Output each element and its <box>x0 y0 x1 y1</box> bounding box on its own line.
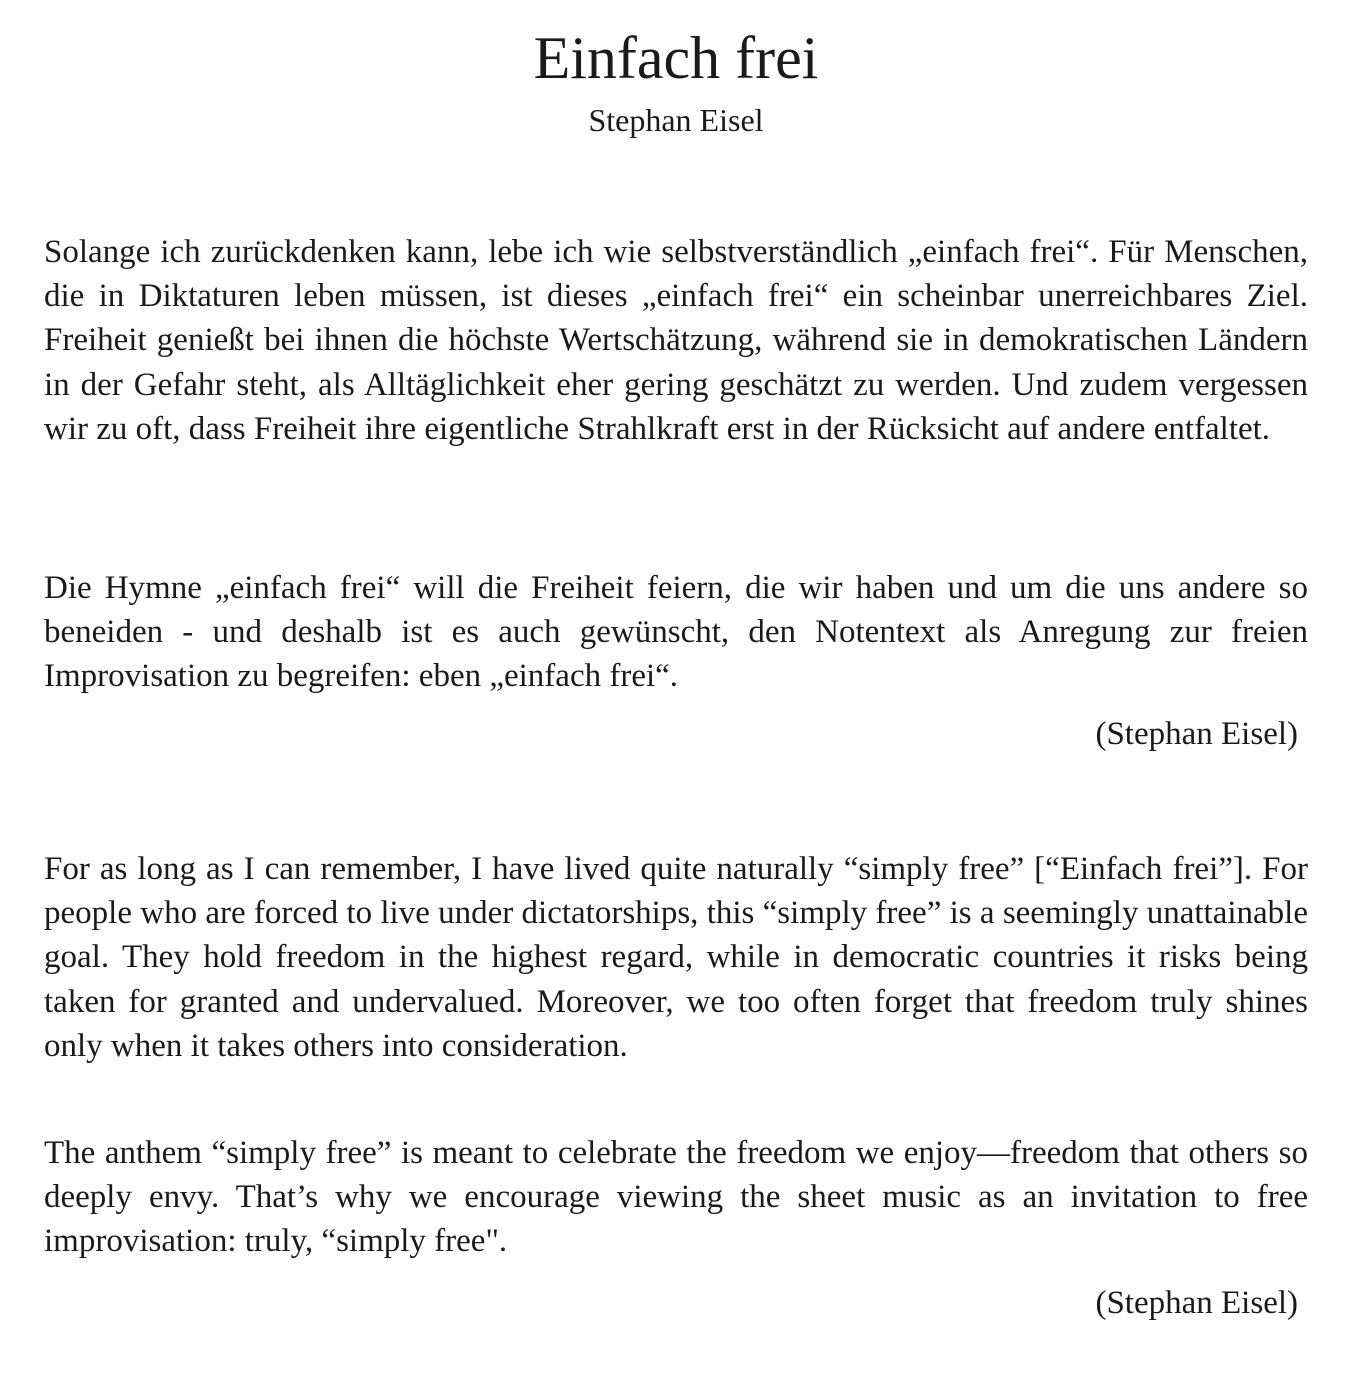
document-author: Stephan Eisel <box>588 102 764 138</box>
german-paragraph-2: Die Hymne „einfach frei“ will die Freiheit feiern, die wir haben und um die uns andere so beneiden - und deshalb ist es auch gewünscht, den Notentext als Anregung zur freien Improvisation zu begreifen: eben „einfach frei“. <box>44 570 1308 695</box>
document-title: Einfach frei <box>533 25 819 91</box>
english-paragraph-2: The anthem “simply free” is meant to celebrate the freedom we enjoy—freedom that others so deeply envy. That’s why we encourage viewing the sheet music as an invitation to free improvisation: truly, “simply free". <box>44 1135 1308 1260</box>
english-signature: (Stephan Eisel) <box>1095 1285 1298 1321</box>
german-paragraph-1: Solange ich zurückdenken kann, lebe ich wie selbstverständlich „einfach frei“. Für Menschen, die in Diktaturen leben müssen, ist dieses „einfach frei“ ein scheinbar unerreichbares Ziel. Freiheit genießt bei ihnen die höchste Wertschätzung, während sie in demokratischen Ländern in der Gefahr steht, als Alltäglichkeit eher gering geschätzt zu werden. Und zudem vergessen wir zu oft, dass Freiheit ihre eigentliche Strahlkraft erst in der Rücksicht auf andere entfaltet. <box>44 234 1308 447</box>
german-signature: (Stephan Eisel) <box>1095 716 1298 752</box>
english-paragraph-1: For as long as I can remember, I have lived quite naturally “simply free” [“Einfach frei”]. For people who are forced to live under dictatorships, this “simply free” is a seemingly unattainable goal. They hold freedom in the highest regard, while in democratic countries it risks being taken for granted and undervalued. Moreover, we too often forget that freedom truly shines only when it takes others into consideration. <box>44 851 1308 1064</box>
